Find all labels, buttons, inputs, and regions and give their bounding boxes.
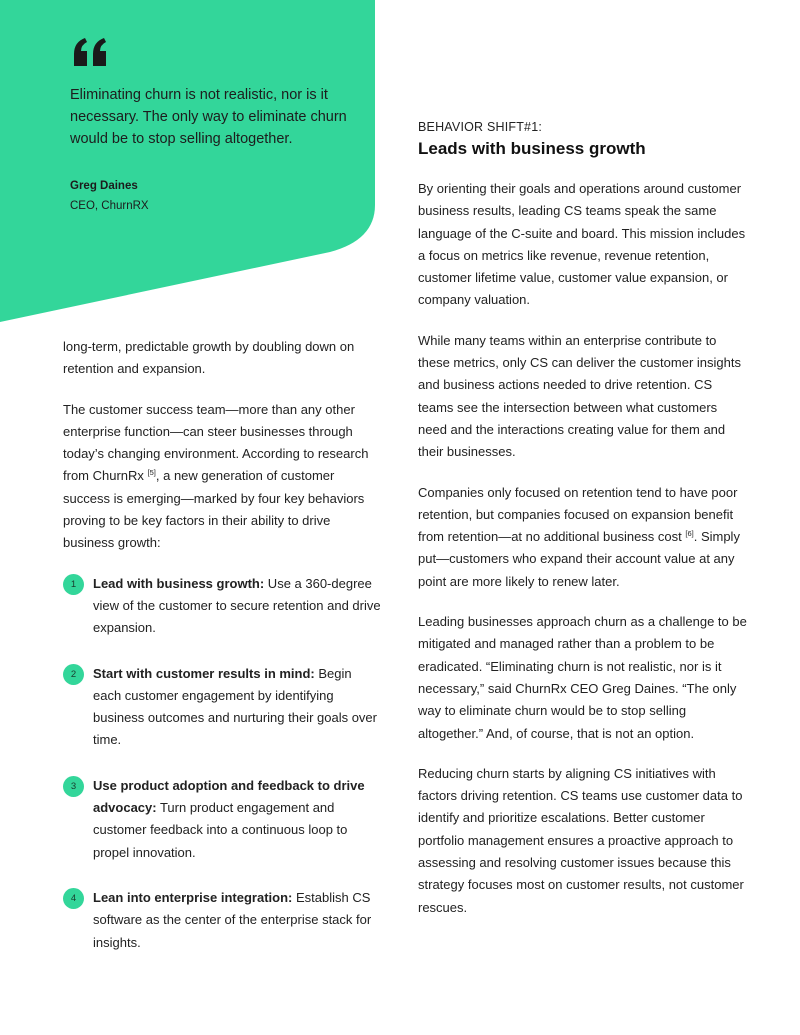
list-item-text: Begin each customer engagement by identifying business outcomes and nurturing their goals over time. — [93, 665, 377, 748]
right-paragraph-1: By orienting their goals and operations around customer business results, leading CS teams speak the same language of the C-suite and board. This mission includes a focus on metrics like revenue, revenue retention, customer lifetime value, customer value expansion, or company valuation. — [418, 181, 746, 308]
right-column — [418, 118, 748, 937]
citation-ref: [6] — [685, 529, 694, 539]
number-badge: 1 — [63, 574, 84, 595]
behaviors-list — [63, 573, 381, 954]
list-item-title: Lead with business growth: — [93, 575, 265, 591]
list-item — [63, 887, 381, 954]
right-paragraph-3: Companies only focused on retention tend to have poor retention, but companies focused on expansion benefit from retention—at no additional business cost [6]. Simply put—customers who expand their account value at any point are more likely to renew later. — [418, 484, 740, 589]
section-kicker: BEHAVIOR SHIFT#1: — [418, 120, 543, 134]
number-badge: 3 — [63, 776, 84, 797]
right-paragraph-4: Leading businesses approach churn as a challenge to be mitigated and managed rather than a problem to be eradicated. “Eliminating churn is not realistic, nor is it necessary,” said ChurnRx CEO Greg Daines. “The only way to eliminate churn would be to stop selling altogether.” And, of course, that is not an option. — [418, 614, 747, 741]
right-paragraph-5: Reducing churn starts by aligning CS initiatives with factors driving retention. CS teams use customer data to identify and prioritize escalations. Better customer portfolio management ensures a proactive approach to assessing and resolving customer issues because this strategy focuses most on customer results, not customer rescues. — [418, 765, 744, 915]
list-item-text: Turn product engagement and customer feedback into a continuous loop to propel innovation. — [93, 800, 348, 860]
pull-quote-text: Eliminating churn is not realistic, nor is it necessary. The only way to eliminate churn would be to stop selling altogether. — [70, 87, 347, 147]
number-badge: 2 — [63, 664, 84, 685]
citation-ref: [5] — [147, 468, 156, 478]
list-item-text: Use a 360-degree view of the customer to secure retention and drive expansion. — [93, 575, 381, 636]
list-item — [63, 573, 381, 640]
list-item-title: Start with customer results in mind: — [93, 665, 315, 681]
right-paragraph-2: While many teams within an enterprise contribute to these metrics, only CS can deliver the customer insights and business actions needed to drive retention. CS teams see the intersection between what customers need and the interactions creating value for them and their businesses. — [418, 332, 741, 460]
list-item-title: Use product adoption and feedback to drive advocacy: — [93, 777, 365, 816]
left-paragraph-2: The customer success team—more than any other enterprise function—can steer businesses through today’s changing environment. According to research from ChurnRx [5], a new generation of customer success is emerging—marked by four key behaviors proving to be key factors in their ability to drive business growth: — [63, 401, 369, 551]
left-column — [63, 336, 381, 977]
quote-author-role: CEO, ChurnRX — [70, 200, 149, 212]
list-item — [63, 775, 381, 864]
list-item — [63, 663, 381, 752]
left-paragraph-1: long-term, predictable growth by doubling down on retention and expansion. — [63, 339, 355, 377]
number-badge: 4 — [63, 888, 84, 909]
list-item-text: Establish CS software as the center of the enterprise stack for insights. — [93, 889, 372, 950]
quote-mark-icon — [72, 36, 108, 68]
section-heading: Leads with business growth — [418, 139, 646, 158]
list-item-title: Lean into enterprise integration: — [93, 889, 293, 905]
pull-quote-background — [0, 0, 375, 322]
quote-author: Greg Daines — [70, 180, 138, 192]
